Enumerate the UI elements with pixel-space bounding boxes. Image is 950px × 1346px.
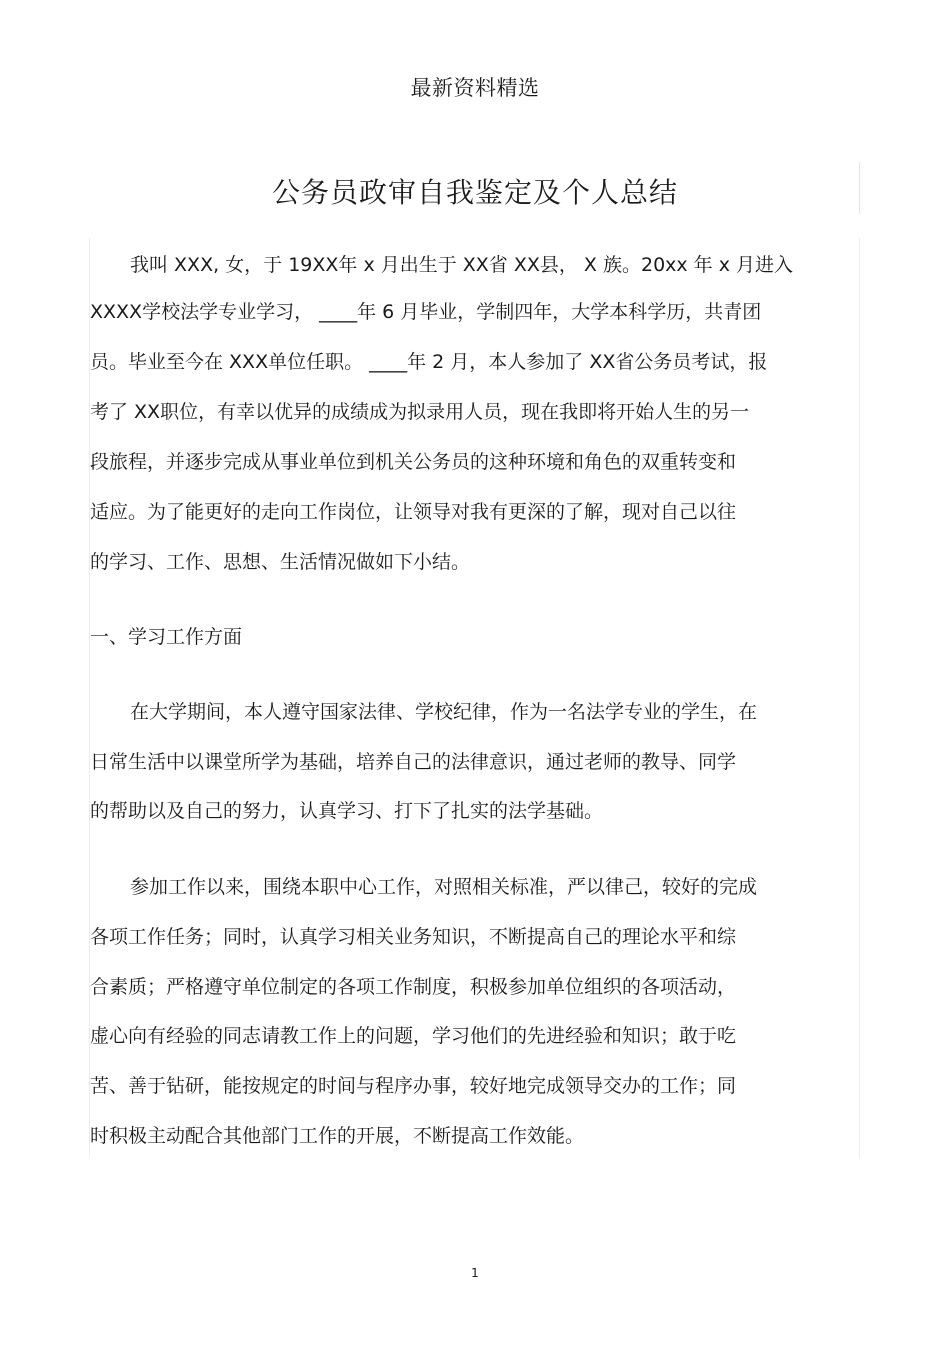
paragraph-1-line: 考了 XX职位，有幸以优异的成绩成为拟录用人员，现在我即将开始人生的另一 — [90, 401, 750, 423]
page-number: 1 — [471, 1266, 479, 1280]
section-heading: 一、学习工作方面 — [90, 626, 243, 648]
paragraph-1-line: 我叫 XXX, 女，于 19XX年 x 月出生于 XX省 XX县， X 族。20xx 年 x 月进入 — [130, 254, 794, 276]
paragraph-1-line: 员。毕业至今在 XXX单位任职。 ____年 2 月，本人参加了 XX省公务员考试，报 — [90, 351, 768, 373]
margin-rule-left — [89, 238, 90, 1158]
document-title: 公务员政审自我鉴定及个人总结 — [271, 176, 678, 209]
paragraph-3-line: 虚心向有经验的同志请教工作上的问题，学习他们的先进经验和知识；敢于吃 — [90, 1025, 737, 1047]
paragraph-1-line: 的学习、工作、思想、生活情况做如下小结。 — [90, 551, 471, 573]
paragraph-2-line: 在大学期间，本人遵守国家法律、学校纪律，作为一名法学专业的学生，在 — [130, 701, 758, 723]
paragraph-2-line: 日常生活中以课堂所学为基础，培养自己的法律意识，通过老师的教导、同学 — [90, 751, 737, 773]
margin-rule-right — [859, 238, 860, 1158]
paragraph-3-line: 合素质；严格遵守单位制定的各项工作制度，积极参加单位组织的各项活动， — [90, 976, 737, 998]
paragraph-1-line: XXXX学校法学专业学习， ____年 6 月毕业，学制四年，大学本科学历，共青团 — [90, 301, 762, 323]
paragraph-1-line: 段旅程，并逐步完成从事业单位到机关公务员的这种环境和角色的双重转变和 — [90, 451, 737, 473]
page-header: 最新资料精选 — [410, 76, 540, 100]
paragraph-1-line: 适应。为了能更好的走向工作岗位，让领导对我有更深的了解，现对自己以往 — [90, 501, 737, 523]
paragraph-3-line: 参加工作以来，围绕本职中心工作，对照相关标准，严以律己，较好的完成 — [130, 876, 758, 898]
paragraph-3-line: 苦、善于钻研，能按规定的时间与程序办事，较好地完成领导交办的工作；同 — [90, 1075, 737, 1097]
paragraph-3-line: 时积极主动配合其他部门工作的开展，不断提高工作效能。 — [90, 1125, 585, 1147]
paragraph-3-line: 各项工作任务；同时，认真学习相关业务知识，不断提高自己的理论水平和综 — [90, 926, 737, 948]
paragraph-2-line: 的帮助以及自己的努力，认真学习、打下了扎实的法学基础。 — [90, 800, 604, 822]
